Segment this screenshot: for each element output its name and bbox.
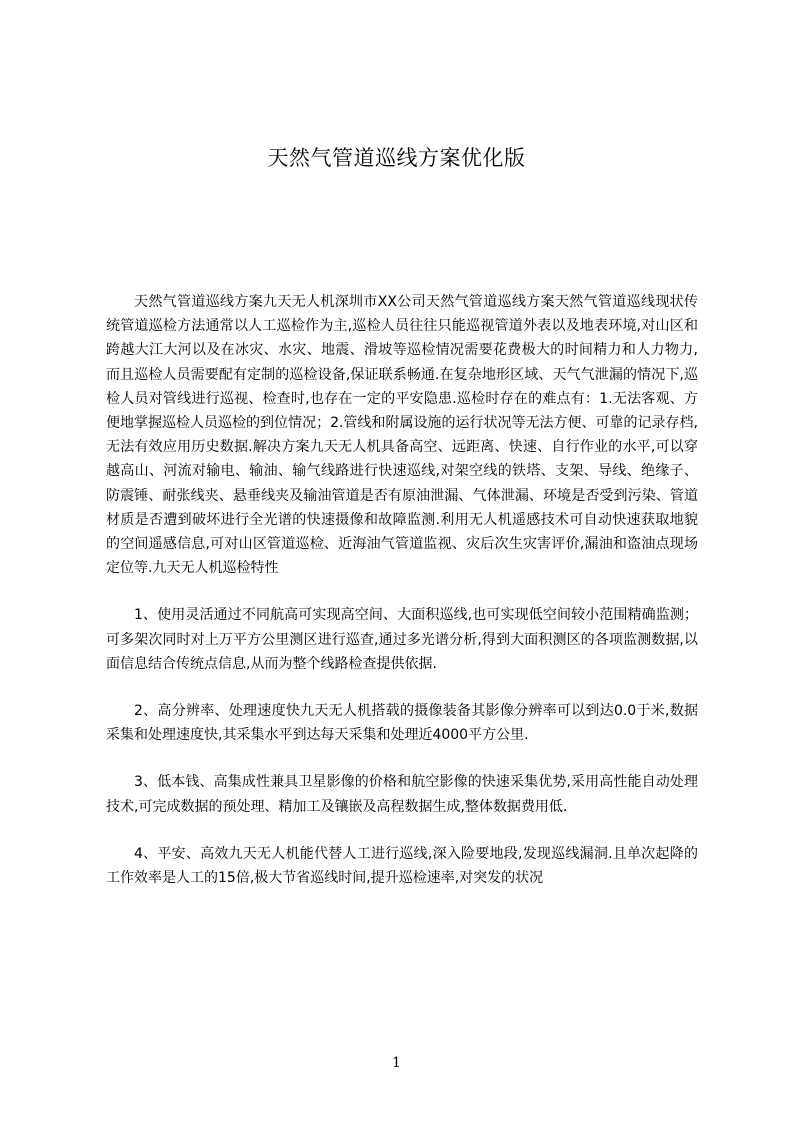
paragraph-intro: 天然气管道巡线方案九天无人机深圳市XX公司天然气管道巡线方案天然气管道巡线现状传统管道巡检方法通常以人工巡检作为主,巡检人员往往只能巡视管道外表以及地表环境,对山区和跨越大江大河以及在冰灾、水灾、地震、滑坡等巡检情况需要花费极大的时间精力和人力物力,而且巡检人员需要配有定制的巡检设备,保证联系畅通.在复杂地形区域、天气气泄漏的情况下,巡检人员对管线进行巡视、检查时,也存在一定的平安隐患.巡检时存在的难点有：1.无法客观、方便地掌握巡检人员巡检的到位情况；2.管线和附属设施的运行状况等无法方便、可靠的记录存档,无法有效应用历史数据.解决方案九天无人机具备高空、远距离、快速、自行作业的水平,可以穿越高山、河流对输电、输油、输气线路进行快速巡线,对架空线的铁塔、支架、导线、绝缘子、防震锤、耐张线夹、悬垂线夹及输油管道是否有原油泄漏、气体泄漏、环境是否受到污染、管道材质是否遭到破坏进行全光谱的快速摄像和故障监测.利用无人机遥感技术可自动快速获取地貌的空间遥感信息,可对山区管道巡检、近海油气管道监视、灾后次生灾害评价,漏油和盗油点现场定位等.九天无人机巡检特性 (106, 294, 698, 577)
document-body (106, 290, 698, 1020)
paragraph-feature-1: 1、使用灵活通过不同航高可实现高空间、大面积巡线,也可实现低空间较小范围精确监测；可多架次同时对上万平方公里测区进行巡查,通过多光谱分析,得到大面积测区的各项监测数据,以面信息结合传统点信息,从而为整个线路检查提供依据. (106, 607, 698, 672)
paragraph-feature-3: 3、低本钱、高集成性兼具卫星影像的价格和航空影像的快速采集优势,采用高性能自动处理技术,可完成数据的预处理、精加工及镶嵌及高程数据生成,整体数据费用低. (106, 774, 698, 815)
document-title: 天然气管道巡线方案优化版 (267, 146, 526, 170)
page-number: 1 (392, 1055, 401, 1071)
paragraph-feature-4: 4、平安、高效九天无人机能代替人工进行巡线,深入险要地段,发现巡线漏洞.且单次起降的工作效率是人工的15倍,极大节省巡线时间,提升巡检速率,对突发的状况 (106, 845, 698, 887)
paragraph-feature-2: 2、高分辨率、处理速度快九天无人机搭载的摄像装备其影像分辨率可以到达0.0于米,数据采集和处理速度快,其采集水平到达每天采集和处理近4000平方公里. (106, 703, 698, 744)
